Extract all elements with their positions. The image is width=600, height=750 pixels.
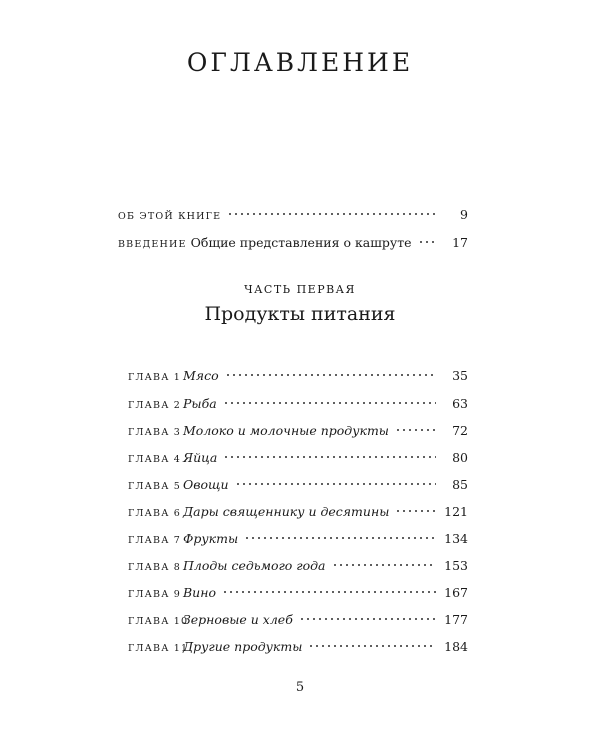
leader-dots bbox=[299, 611, 436, 625]
chapter-title: Молоко и молочные продукты bbox=[183, 423, 389, 438]
chapter-page: 153 bbox=[444, 558, 468, 573]
toc-entry-about[interactable] bbox=[118, 205, 468, 225]
leader-dots bbox=[223, 395, 436, 409]
chapter-page: 121 bbox=[444, 504, 468, 519]
leader-dots bbox=[222, 584, 436, 598]
chapter-title: Дары священнику и десятины bbox=[183, 504, 390, 519]
chapter-label: ГЛАВА 6 bbox=[128, 508, 182, 519]
chapter-page: 85 bbox=[452, 477, 468, 492]
toc-entry-chapter-8[interactable] bbox=[128, 556, 468, 576]
leader-dots bbox=[225, 367, 436, 381]
toc-entry-chapter-7[interactable] bbox=[128, 529, 468, 549]
toc-entry-page: 17 bbox=[452, 235, 468, 250]
toc-entry-label: ОБ ЭТОЙ КНИГЕ bbox=[118, 211, 222, 222]
toc-entry-chapter-10[interactable] bbox=[128, 610, 468, 630]
leader-dots bbox=[418, 234, 436, 248]
chapter-page: 167 bbox=[444, 585, 468, 600]
page-title: ОГЛАВЛЕНИЕ bbox=[186, 48, 414, 77]
chapter-page: 134 bbox=[444, 531, 468, 546]
toc-entry-chapter-5[interactable] bbox=[128, 475, 468, 495]
chapter-label: ГЛАВА 11 bbox=[128, 643, 189, 654]
chapter-page: 35 bbox=[452, 368, 468, 383]
chapter-title: Зерновые и хлеб bbox=[183, 612, 293, 627]
toc-entry-chapter-9[interactable] bbox=[128, 583, 468, 603]
toc-entry-title: Общие представления о кашруте bbox=[190, 235, 412, 250]
chapter-title: Плоды седьмого года bbox=[183, 558, 326, 573]
chapter-label: ГЛАВА 4 bbox=[128, 454, 182, 465]
chapter-title: Вино bbox=[183, 585, 216, 600]
chapter-page: 184 bbox=[444, 639, 468, 654]
chapter-label: ГЛАВА 8 bbox=[128, 562, 182, 573]
chapter-page: 72 bbox=[452, 423, 468, 438]
chapter-label: ГЛАВА 10 bbox=[128, 616, 189, 627]
chapter-title: Другие продукты bbox=[183, 639, 303, 654]
toc-entry-chapter-2[interactable] bbox=[128, 394, 468, 414]
toc-entry-chapter-4[interactable] bbox=[128, 448, 468, 468]
chapter-title: Овощи bbox=[183, 477, 229, 492]
toc-entry-chapter-6[interactable] bbox=[128, 502, 468, 522]
chapter-page: 80 bbox=[452, 450, 468, 465]
chapter-title: Фрукты bbox=[183, 531, 239, 546]
chapter-label: ГЛАВА 1 bbox=[128, 372, 182, 383]
chapter-title: Мясо bbox=[183, 368, 219, 383]
leader-dots bbox=[227, 206, 436, 220]
toc-entry-introduction[interactable] bbox=[118, 233, 468, 253]
leader-dots bbox=[395, 503, 436, 517]
leader-dots bbox=[308, 638, 436, 652]
toc-entry-label: ВВЕДЕНИЕ bbox=[118, 239, 187, 250]
chapter-title: Яйца bbox=[183, 450, 218, 465]
leader-dots bbox=[332, 557, 436, 571]
leader-dots bbox=[395, 422, 436, 436]
toc-entry-page: 9 bbox=[460, 207, 468, 222]
chapter-label: ГЛАВА 9 bbox=[128, 589, 182, 600]
chapter-label: ГЛАВА 7 bbox=[128, 535, 182, 546]
part-title: Продукты питания bbox=[204, 303, 396, 325]
chapter-label: ГЛАВА 5 bbox=[128, 481, 182, 492]
chapter-label: ГЛАВА 3 bbox=[128, 427, 182, 438]
toc-entry-chapter-11[interactable] bbox=[128, 637, 468, 657]
part-label: ЧАСТЬ ПЕРВАЯ bbox=[244, 283, 356, 296]
page-number: 5 bbox=[295, 680, 305, 695]
chapter-page: 63 bbox=[452, 396, 468, 411]
chapter-label: ГЛАВА 2 bbox=[128, 400, 182, 411]
toc-entry-chapter-1[interactable] bbox=[128, 366, 468, 386]
leader-dots bbox=[223, 449, 436, 463]
chapter-page: 177 bbox=[444, 612, 468, 627]
leader-dots bbox=[235, 476, 436, 490]
chapter-title: Рыба bbox=[183, 396, 217, 411]
leader-dots bbox=[244, 530, 436, 544]
toc-entry-chapter-3[interactable] bbox=[128, 421, 468, 441]
